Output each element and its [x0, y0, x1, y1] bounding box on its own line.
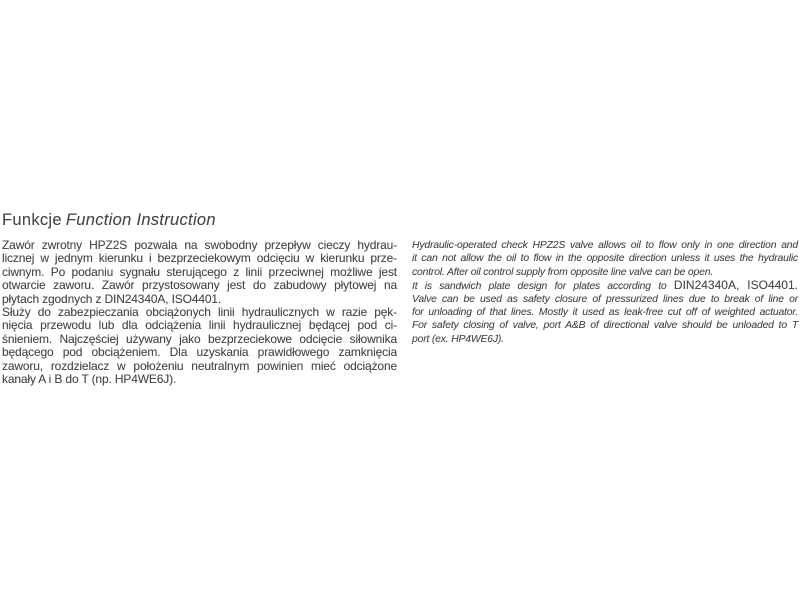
text-line: control. After oil control supply from opposite line valve can be open.: [412, 266, 714, 278]
english-function-description: [412, 239, 798, 346]
text-line: płytach zgodnych z DIN24340A, ISO4401.: [2, 291, 222, 306]
text-line: ciwnym. Po podaniu sygnału sterującego z linii przeciwnej możliwe jest: [2, 264, 397, 279]
text-line: for unloading of that lines. Mostly it used as leak-free cut off of weighted actuator.: [412, 306, 798, 318]
text-line: it can not allow the oil to flow in the opposite direction unless it uses the hydraulic: [412, 253, 798, 265]
text-line: otwarcie zaworu. Zawór przystosowany jest do zabudowy płytowej na: [2, 278, 397, 293]
text-line: będącego pod obciążeniem. Dla uzyskania prawidłowego zamknięcia: [2, 345, 397, 360]
text-line: Służy do zabezpieczania obciążonych linii hydraulicznych w razie pęk-: [2, 304, 397, 319]
polish-function-description: [2, 239, 397, 386]
text-line: zaworu, rozdzielacz w położeniu neutralnym powinien mieć odciążone: [2, 358, 397, 373]
text-line: kanały A i B do T (np. HP4WE6J).: [2, 371, 177, 386]
heading-title-polish: Funkcje: [2, 211, 62, 229]
text-line: Valve can be used as safety closure of pressurized lines due to break of line or: [412, 293, 798, 305]
text-line: For safety closing of valve, port A&B of directional valve should be unloaded to T: [412, 320, 798, 332]
text-line: licznej w jednym kierunku i bezprzeciekowym odcięciu w kierunku prze-: [2, 251, 397, 266]
text-line: port (ex. HP4WE6J).: [412, 333, 504, 345]
text-line: Zawór zwrotny HPZ2S pozwala na swobodny przepływ cieczy hydrau-: [2, 238, 397, 252]
text-line: śnieniem. Najczęściej używany jako bezprzeciekowe odcięcie siłownika: [2, 331, 397, 346]
text-line: It is sandwich plate design for plates according to DIN24340A, ISO4401.: [412, 278, 798, 293]
text-line: nięcia przewodu lub dla odciążenia linii hydraulicznej będącej pod ci-: [2, 318, 397, 333]
section-heading: [2, 211, 216, 230]
heading-subtitle-english: Function Instruction: [65, 211, 216, 229]
standard-code-upright-text: DIN24340A, ISO4401.: [673, 278, 798, 293]
text-line: Hydraulic-operated check HPZ2S valve allows oil to flow only in one direction and: [412, 240, 798, 251]
